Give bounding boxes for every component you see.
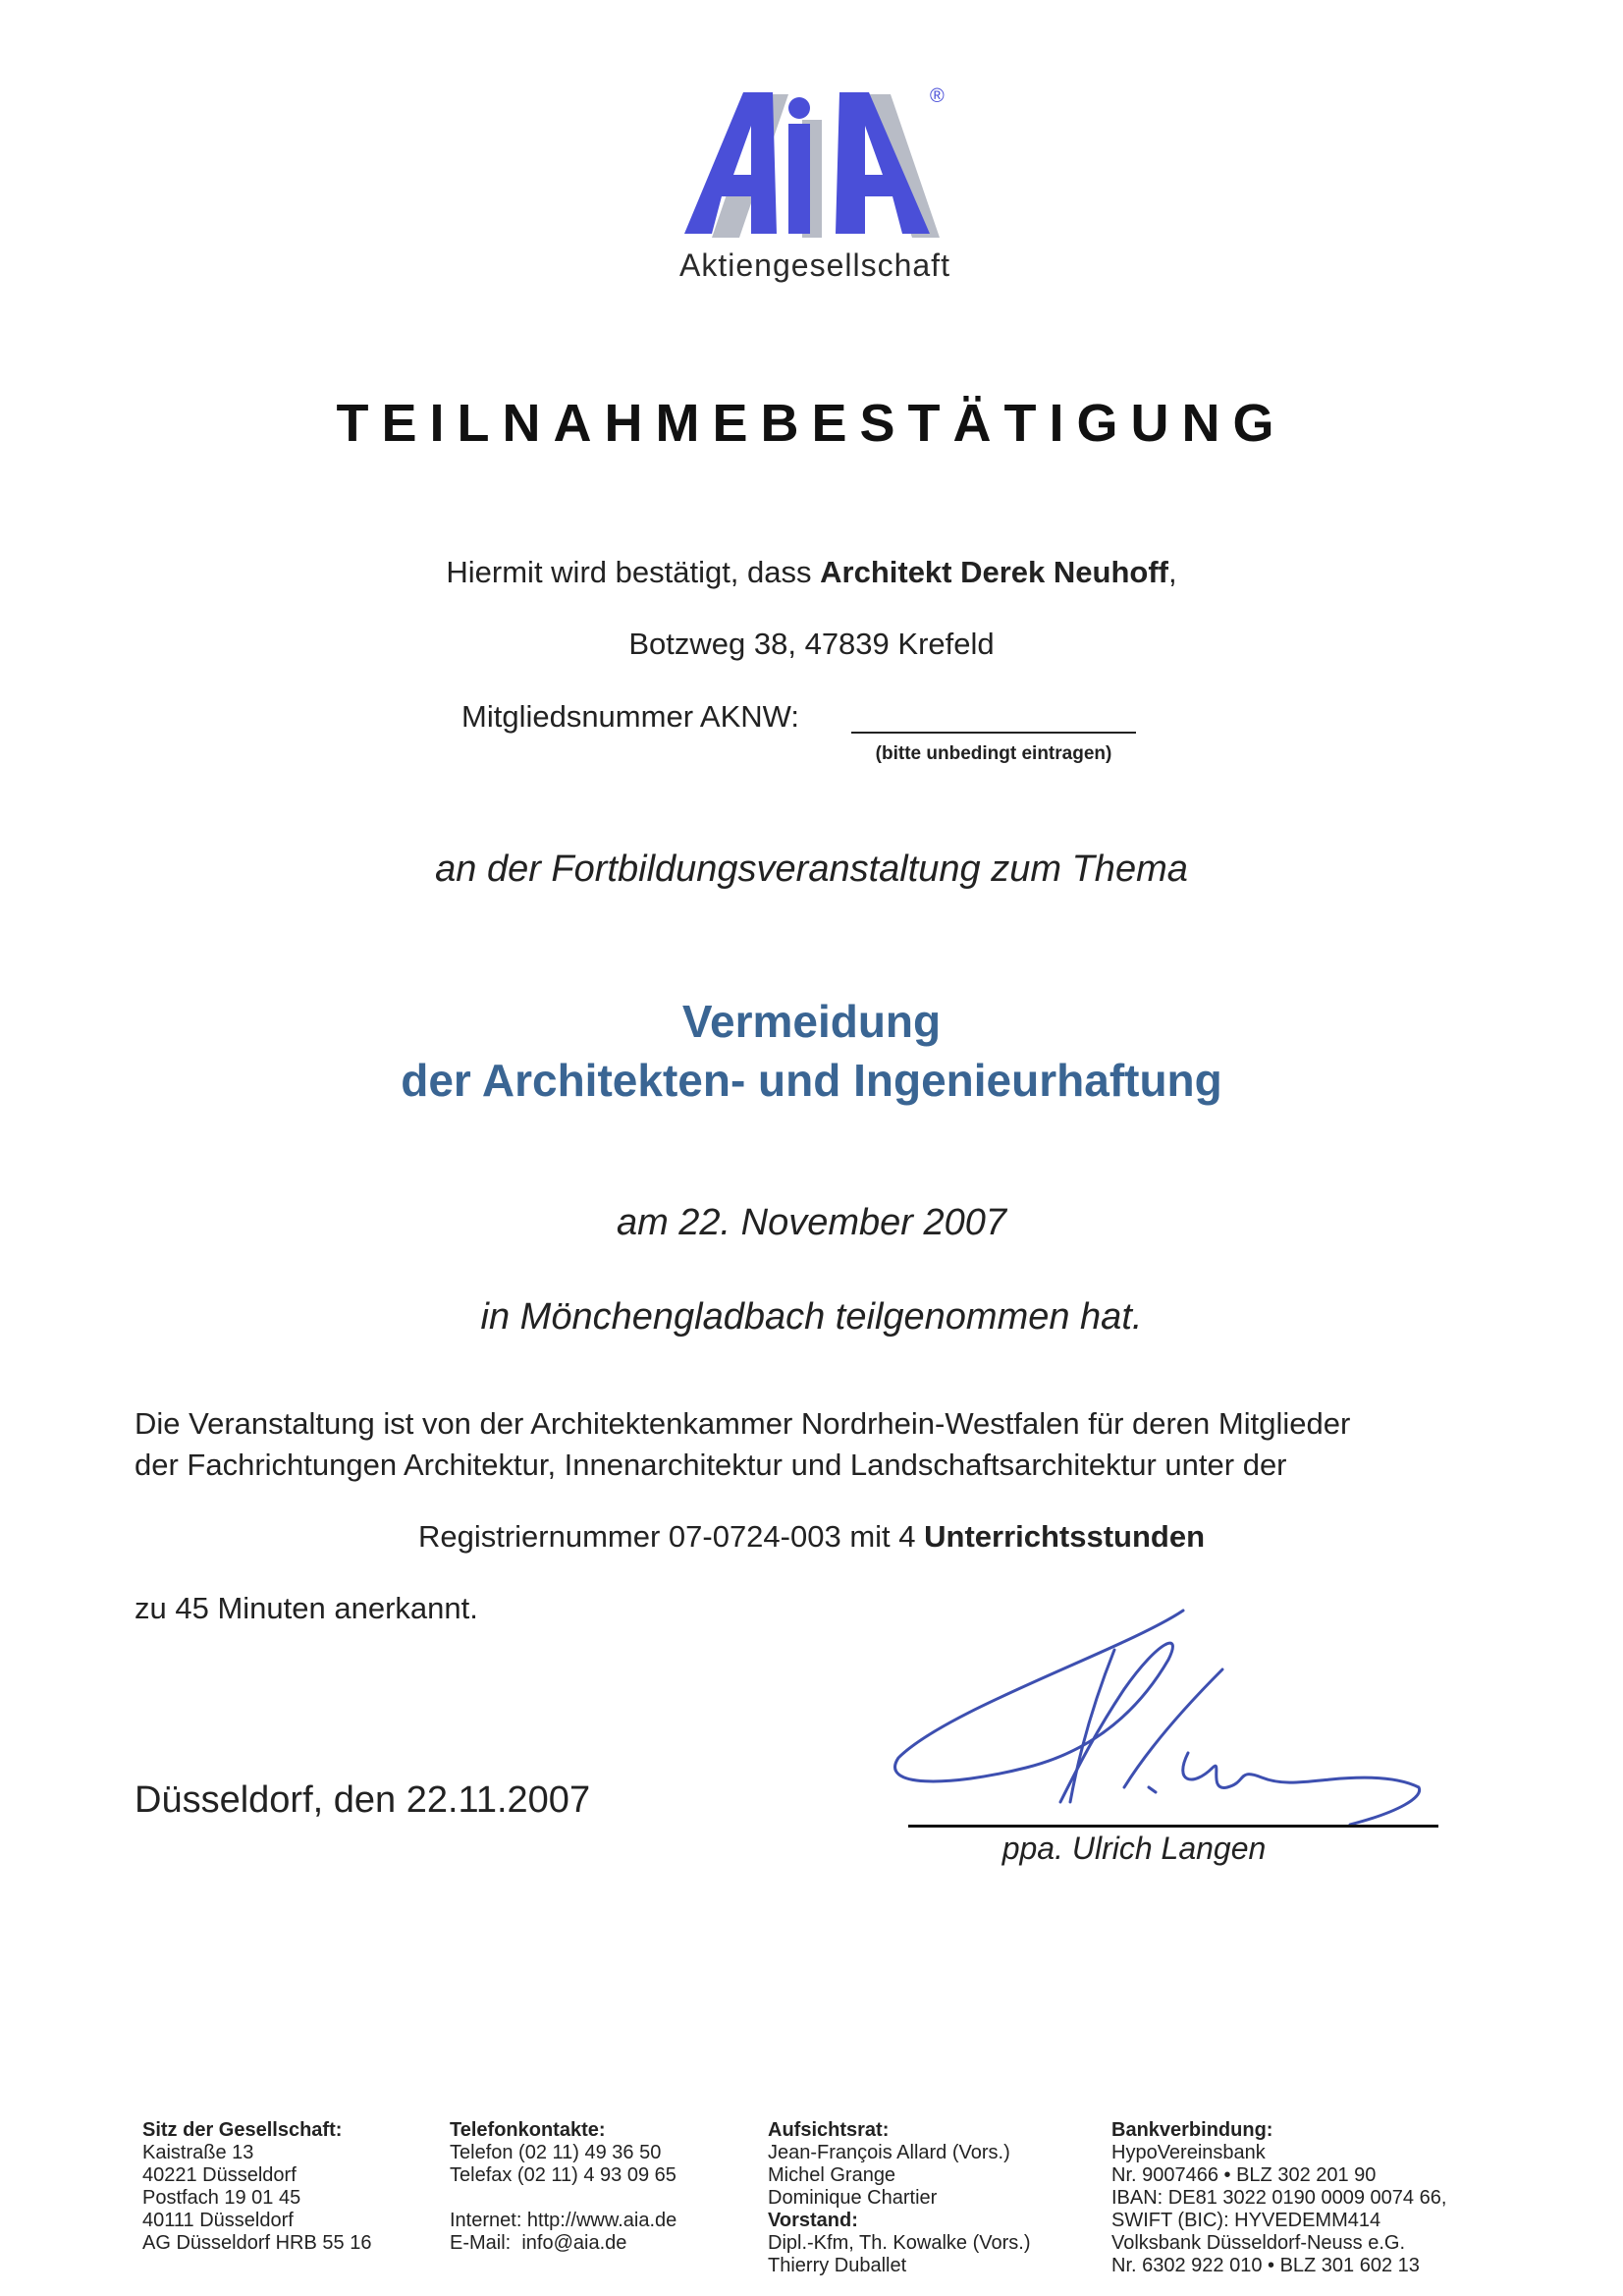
- registration-prefix: Registriernummer 07-0724-003 mit 4: [417, 1519, 925, 1554]
- recognition-line2: der Fachrichtungen Architektur, Innenarchitektur und Landschaftsarchitektur unter der: [135, 1448, 1287, 1482]
- footer-email-link[interactable]: E-Mail: info@aia.de: [450, 2232, 627, 2254]
- footer-contact-heading: Telefonkontakte:: [450, 2119, 606, 2141]
- footer-executive-line: Thierry Duballet: [768, 2255, 907, 2276]
- footer-phone: Telefon (02 11) 49 36 50: [450, 2142, 662, 2163]
- signer-name: ppa. Ulrich Langen: [1001, 1831, 1267, 1866]
- member-number-field[interactable]: [851, 732, 1136, 734]
- footer-board-heading: Aufsichtsrat:: [768, 2119, 890, 2141]
- footer-seat-line: 40111 Düsseldorf: [142, 2210, 294, 2231]
- footer-company-seat: [142, 2119, 371, 2255]
- footer-bank-line: SWIFT (BIC): HYVEDEMM414: [1111, 2210, 1381, 2231]
- footer-board: [768, 2119, 1030, 2277]
- company-subtitle: Aktiengesellschaft: [679, 247, 950, 283]
- footer-bank-line: Volksbank Düsseldorf-Neuss e.G.: [1111, 2232, 1406, 2254]
- registered-mark: ®: [930, 85, 945, 107]
- footer-seat-heading: Sitz der Gesellschaft:: [142, 2119, 343, 2141]
- registration-hours: Unterrichtsstunden: [924, 1519, 1206, 1554]
- footer-board-line: Jean-François Allard (Vors.): [768, 2142, 1010, 2163]
- footer-bank-heading: Bankverbindung:: [1111, 2119, 1273, 2141]
- event-place: in Mönchengladbach teilgenommen hat.: [480, 1296, 1143, 1338]
- event-topic-line1: Vermeidung: [681, 996, 942, 1047]
- event-topic-line2: der Architekten- und Ingenieurhaftung: [401, 1055, 1222, 1106]
- footer-internet-link[interactable]: Internet: http://www.aia.de: [450, 2210, 677, 2231]
- footer-fax: Telefax (02 11) 4 93 09 65: [450, 2164, 676, 2186]
- event-date: am 22. November 2007: [616, 1202, 1007, 1243]
- aia-logo: [682, 81, 947, 247]
- recognition-line3: zu 45 Minuten anerkannt.: [135, 1591, 478, 1625]
- recognition-line1: Die Veranstaltung ist von der Architektenkammer Nordrhein-Westfalen für deren Mitglieder: [135, 1406, 1351, 1441]
- footer-seat-line: Postfach 19 01 45: [142, 2187, 301, 2209]
- footer-contact: [450, 2119, 676, 2255]
- footer-bank: [1111, 2119, 1446, 2277]
- document-title: TEILNAHMEBESTÄTIGUNG: [336, 394, 1287, 453]
- member-number-label: Mitgliedsnummer AKNW:: [461, 699, 799, 734]
- footer-seat-line: Kaistraße 13: [142, 2142, 254, 2163]
- registration-line: [0, 1519, 1623, 1555]
- confirmation-line: [0, 555, 1623, 590]
- signature-line: [908, 1825, 1438, 1828]
- recipient-name-suffix: ,: [1167, 555, 1177, 589]
- footer-bank-line: IBAN: DE81 3022 0190 0009 0074 66,: [1111, 2187, 1447, 2209]
- recipient-address: Botzweg 38, 47839 Krefeld: [628, 627, 995, 661]
- footer-bank-line: Nr. 6302 922 010 • BLZ 301 602 13: [1111, 2255, 1420, 2276]
- footer-board-line: Dominique Chartier: [768, 2187, 938, 2209]
- footer-seat-line: 40221 Düsseldorf: [142, 2164, 297, 2186]
- footer-board-line: Michel Grange: [768, 2164, 896, 2186]
- recipient-name: Architekt Derek Neuhoff: [820, 555, 1168, 589]
- member-number-hint: (bitte unbedingt eintragen): [875, 743, 1112, 764]
- place-date: Düsseldorf, den 22.11.2007: [135, 1779, 591, 1821]
- footer-bank-line: Nr. 9007466 • BLZ 302 201 90: [1111, 2164, 1377, 2186]
- footer-executive-heading: Vorstand:: [768, 2210, 858, 2231]
- footer-executive-line: Dipl.-Kfm, Th. Kowalke (Vors.): [768, 2232, 1031, 2254]
- footer-seat-line: AG Düsseldorf HRB 55 16: [142, 2232, 372, 2254]
- confirmation-intro: Hiermit wird bestätigt, dass: [446, 555, 821, 589]
- footer-bank-line: HypoVereinsbank: [1111, 2142, 1266, 2163]
- event-intro: an der Fortbildungsveranstaltung zum Thema: [435, 848, 1188, 890]
